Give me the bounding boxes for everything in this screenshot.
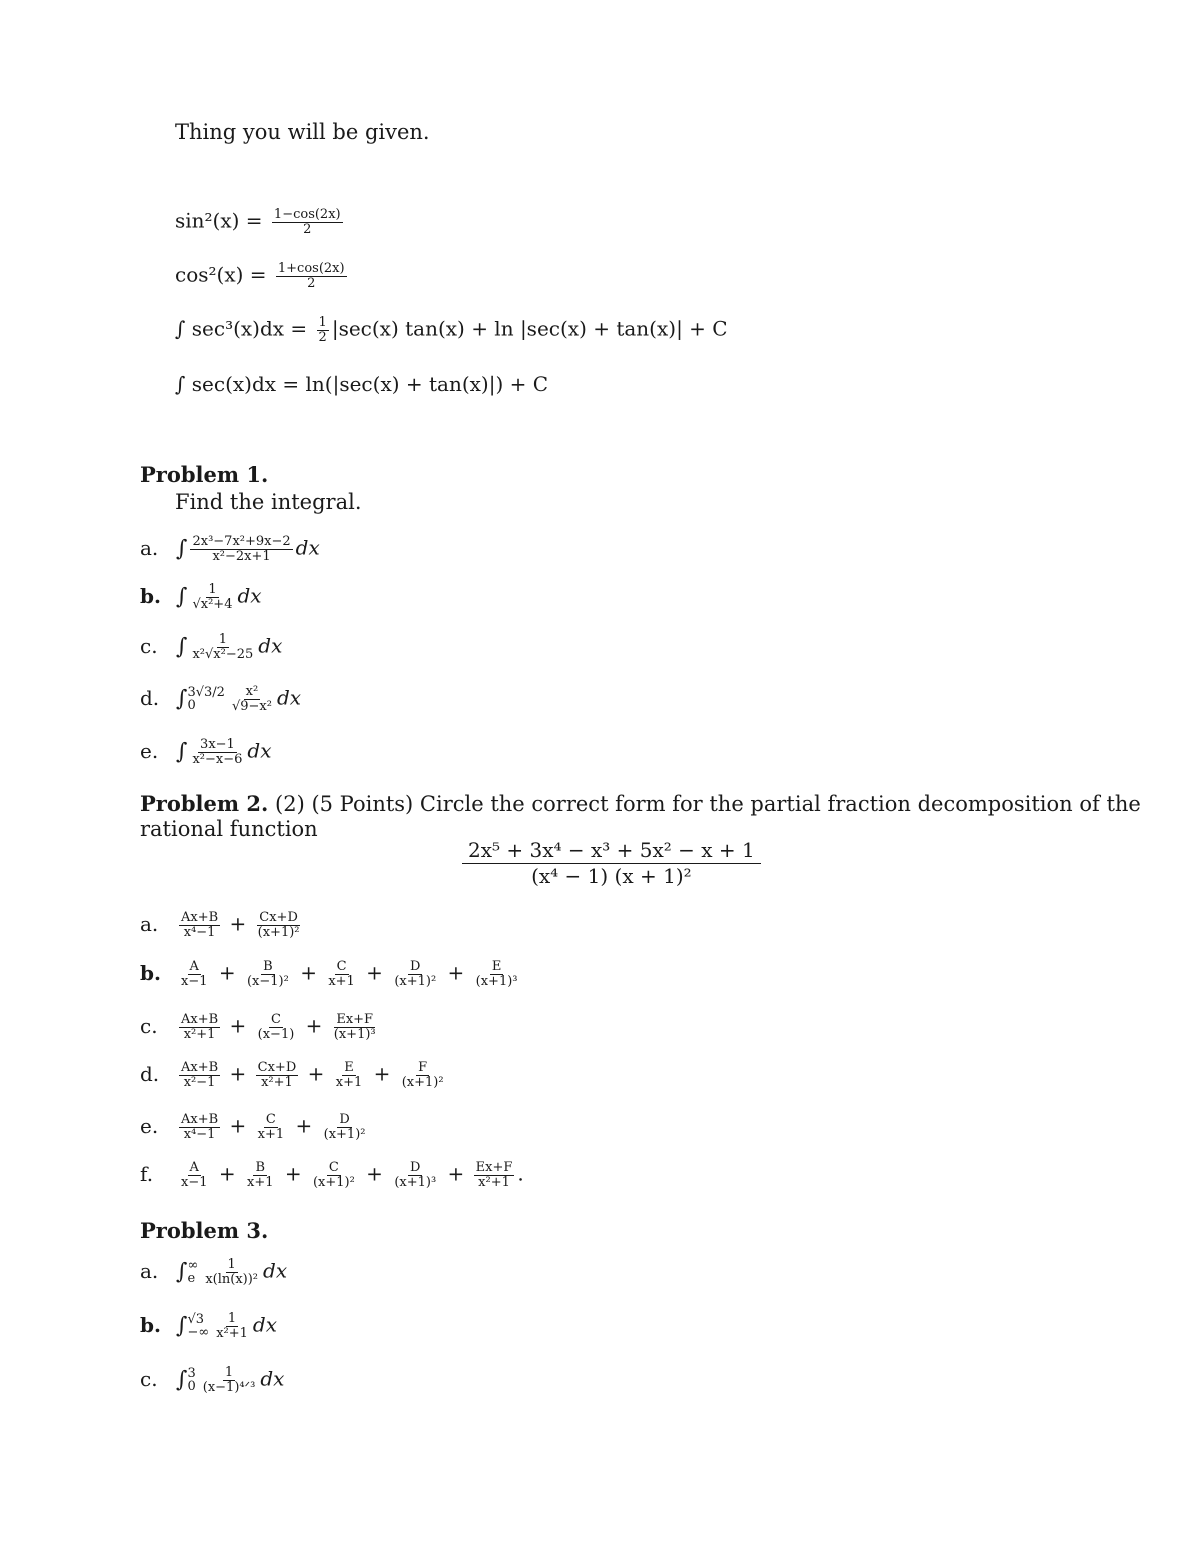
denominator: (x+1)³ xyxy=(333,1026,376,1042)
numerator: A xyxy=(189,959,199,974)
differential: dx xyxy=(260,1366,285,1391)
sec3-lhs: ∫ sec³(x)dx = xyxy=(175,316,308,341)
problem3-title: Problem 3. xyxy=(140,1218,269,1243)
numerator: Cx+D xyxy=(259,910,298,925)
numerator: 3x−1 xyxy=(200,737,235,752)
problem2-option-a[interactable] xyxy=(140,911,305,939)
plus-sign: + xyxy=(367,1061,397,1086)
integral-sign: ∫ xyxy=(176,739,188,765)
denominator: (x+1)² xyxy=(323,1126,366,1142)
denominator: x+1 xyxy=(257,1126,285,1142)
fraction xyxy=(256,911,302,939)
item-label: a. xyxy=(140,1258,159,1283)
problem1-item-c xyxy=(140,633,282,661)
denominator: x+1 xyxy=(246,1174,274,1190)
item-label: b. xyxy=(140,583,161,608)
integral-sign: ∫ xyxy=(176,634,188,660)
fraction xyxy=(311,1161,357,1189)
numerator: D xyxy=(410,959,421,974)
item-label: a. xyxy=(140,535,159,560)
denominator: (x−1) xyxy=(257,1026,295,1042)
integral-sign: ∫ xyxy=(176,584,188,610)
problem1-instruction: Find the integral. xyxy=(175,490,362,514)
rational-function xyxy=(462,838,761,889)
numerator: Cx+D xyxy=(257,1060,297,1075)
numerator: C xyxy=(328,1160,339,1175)
numerator: B xyxy=(263,959,273,974)
numerator: 2x³−7x²+9x−2 xyxy=(192,534,291,549)
plus-sign: + xyxy=(223,1061,253,1086)
item-label: c. xyxy=(140,1366,158,1391)
item-label: d. xyxy=(140,685,160,710)
rational-function-fraction xyxy=(462,838,761,889)
problem1-item-a xyxy=(140,535,320,563)
option-label: b. xyxy=(140,960,161,985)
denominator: 2 xyxy=(303,221,312,237)
denominator: 2 xyxy=(318,329,327,345)
denominator: x²−x−6 xyxy=(192,751,243,767)
denominator: 2 xyxy=(307,275,316,291)
integral-sign: ∫ xyxy=(176,536,188,562)
fraction xyxy=(326,960,357,988)
fraction xyxy=(179,1113,220,1141)
lower-limit: 0 xyxy=(187,698,196,714)
numerator: 1 xyxy=(227,1311,237,1326)
half-fraction xyxy=(317,316,329,344)
denominator: x−1 xyxy=(181,1174,208,1190)
denominator: (x+1)² xyxy=(394,973,437,989)
integral-limits xyxy=(187,1367,195,1393)
denominator: √9−x² xyxy=(231,698,272,714)
plus-sign: + xyxy=(223,1113,253,1138)
fraction xyxy=(245,960,291,988)
numerator: Ax+B xyxy=(181,1112,219,1127)
plus-sign: + xyxy=(359,960,390,985)
denominator: x+1 xyxy=(335,1074,363,1090)
option-label: f. xyxy=(140,1161,154,1186)
differential: dx xyxy=(295,535,320,560)
integral-sign: ∫ xyxy=(176,1367,188,1393)
plus-sign: + xyxy=(212,1161,242,1186)
sec3-rhs: |sec(x) tan(x) + ln |sec(x) + tan(x)| + C xyxy=(331,316,728,341)
numerator: Ax+B xyxy=(181,910,219,925)
denominator: x(ln(x))² xyxy=(205,1271,259,1287)
integral-limits xyxy=(187,686,224,712)
numerator: E xyxy=(491,959,502,974)
denominator: (x+1)³ xyxy=(475,973,518,989)
item-label: c. xyxy=(140,633,158,658)
integral-sign: ∫ xyxy=(176,1313,188,1339)
problem2-option-c[interactable] xyxy=(140,1013,381,1041)
denominator: x−1 xyxy=(181,973,208,989)
denominator: (x+1)² xyxy=(401,1074,444,1090)
problem2-line2: rational function xyxy=(140,817,318,841)
problem3-item-c xyxy=(140,1366,284,1394)
problem2-line1 xyxy=(140,791,1141,816)
fraction xyxy=(203,1258,260,1286)
differential: dx xyxy=(252,1312,278,1337)
problem1-item-d xyxy=(140,685,301,713)
problem2-option-f[interactable] xyxy=(140,1161,524,1189)
upper-limit: ∞ xyxy=(187,1258,199,1274)
numerator: C xyxy=(271,1012,281,1027)
numerator: C xyxy=(265,1112,276,1127)
fraction xyxy=(256,1013,297,1041)
numerator: Ex+F xyxy=(336,1012,374,1027)
numerator: D xyxy=(410,1160,421,1175)
plus-sign: + xyxy=(359,1161,390,1186)
denominator: x²−2x+1 xyxy=(212,548,271,564)
fraction xyxy=(392,1161,438,1189)
fraction xyxy=(214,1312,250,1340)
upper-limit: √3 xyxy=(187,1312,205,1328)
plus-sign: + xyxy=(293,960,324,985)
numerator: A xyxy=(189,1160,199,1175)
cos-sq-fraction xyxy=(276,262,347,290)
sin-squared-identity xyxy=(175,208,346,236)
fraction xyxy=(179,1013,220,1041)
integral-sign: ∫ xyxy=(176,686,188,712)
differential: dx xyxy=(258,633,283,658)
denominator: (x−1)² xyxy=(246,973,289,989)
cos-squared-identity xyxy=(175,262,350,290)
fraction xyxy=(256,1113,287,1141)
fraction xyxy=(190,583,234,611)
differential: dx xyxy=(237,583,262,608)
numerator: 2x⁵ + 3x⁴ − x³ + 5x² − x + 1 xyxy=(462,838,761,864)
problem1-item-e xyxy=(140,738,272,766)
problem2-option-b[interactable] xyxy=(140,960,523,988)
fraction xyxy=(256,1061,299,1089)
fraction xyxy=(322,1113,368,1141)
denominator: x²√x²−25 xyxy=(192,646,254,662)
denominator: x⁴−1 xyxy=(183,1126,216,1142)
differential: dx xyxy=(263,1258,288,1283)
numerator: 1 xyxy=(218,632,228,647)
denominator: (x⁴ − 1) (x + 1)² xyxy=(531,864,692,888)
fraction xyxy=(179,960,210,988)
fraction xyxy=(179,911,220,939)
problem2-option-e[interactable] xyxy=(140,1113,371,1141)
fraction xyxy=(201,1366,258,1394)
integral-limits xyxy=(187,1313,209,1339)
numerator: 1 xyxy=(208,582,217,597)
sec-cubed-integral xyxy=(175,316,728,344)
option-label: a. xyxy=(140,911,159,936)
numerator: Ax+B xyxy=(181,1012,219,1027)
numerator: 1−cos(2x) xyxy=(273,207,341,222)
plus-sign: + xyxy=(441,1161,471,1186)
integral-sign: ∫ xyxy=(176,1259,188,1285)
fraction xyxy=(179,1161,210,1189)
problem2-text: (2) (5 Points) Circle the correct form for the partial fraction decomposition of the xyxy=(275,792,1141,816)
numerator: 1+cos(2x) xyxy=(277,261,345,276)
option-label: d. xyxy=(140,1061,160,1086)
fraction xyxy=(474,1161,515,1189)
problem2-title: Problem 2. xyxy=(140,791,269,816)
lower-limit: −∞ xyxy=(187,1325,210,1341)
plus-sign: + xyxy=(441,960,471,985)
denominator: √x²+4 xyxy=(192,596,233,612)
denominator: x²+1 xyxy=(478,1174,510,1190)
differential: dx xyxy=(276,685,302,710)
problem1-title: Problem 1. xyxy=(140,462,269,487)
numerator: 1 xyxy=(318,315,327,330)
denominator: (x−1)⁴ᐟ³ xyxy=(202,1379,256,1395)
problem3-item-b xyxy=(140,1312,277,1340)
option-label: e. xyxy=(140,1113,159,1138)
fraction xyxy=(230,685,274,713)
plus-sign: + xyxy=(212,960,242,985)
lower-limit: e xyxy=(187,1271,196,1287)
denominator: x²+1 xyxy=(183,1026,216,1042)
sec-integral: ∫ sec(x)dx = ln(|sec(x) + tan(x)|) + C xyxy=(175,372,549,396)
fraction xyxy=(190,535,292,563)
denominator: x⁴−1 xyxy=(183,924,216,940)
numerator: Ax+B xyxy=(181,1060,219,1075)
item-label: b. xyxy=(140,1312,161,1337)
fraction xyxy=(332,1013,378,1041)
plus-sign: + xyxy=(223,1013,253,1038)
denominator: (x+1)² xyxy=(312,1174,355,1190)
period: . xyxy=(517,1161,524,1186)
numerator: Ex+F xyxy=(475,1160,513,1175)
sin-sq-fraction xyxy=(272,208,343,236)
upper-limit: 3 xyxy=(187,1366,196,1382)
option-label: c. xyxy=(140,1013,158,1038)
fraction xyxy=(179,1061,220,1089)
fraction xyxy=(400,1061,446,1089)
plus-sign: + xyxy=(278,1161,308,1186)
denominator: x²−1 xyxy=(183,1074,216,1090)
numerator: D xyxy=(339,1112,350,1127)
fraction xyxy=(474,960,520,988)
denominator: x²+1 xyxy=(261,1074,293,1090)
fraction xyxy=(190,633,255,661)
plus-sign: + xyxy=(301,1061,331,1086)
numerator: x² xyxy=(245,684,259,699)
problem2-option-d[interactable] xyxy=(140,1061,449,1089)
upper-limit: 3√3/2 xyxy=(187,685,225,701)
numerator: 1 xyxy=(227,1257,236,1272)
denominator: x²+1 xyxy=(216,1325,248,1341)
numerator: F xyxy=(418,1060,428,1075)
fraction xyxy=(334,1061,365,1089)
plus-sign: + xyxy=(289,1113,319,1138)
denominator: (x+1)³ xyxy=(394,1174,437,1190)
denominator: x+1 xyxy=(328,973,355,989)
lower-limit: 0 xyxy=(187,1379,196,1395)
plus-sign: + xyxy=(299,1013,329,1038)
given-heading: Thing you will be given. xyxy=(175,120,430,144)
numerator: C xyxy=(336,959,347,974)
plus-sign: + xyxy=(223,911,253,936)
sin-sq-lhs: sin²(x) = xyxy=(175,208,263,233)
fraction xyxy=(245,1161,276,1189)
item-label: e. xyxy=(140,738,159,763)
numerator: B xyxy=(255,1160,266,1175)
numerator: 1 xyxy=(224,1365,234,1380)
fraction xyxy=(392,960,438,988)
problem3-item-a xyxy=(140,1258,287,1286)
numerator: E xyxy=(344,1060,354,1075)
denominator: (x+1)² xyxy=(257,924,300,940)
differential: dx xyxy=(247,738,272,763)
problem1-item-b xyxy=(140,583,262,611)
cos-sq-lhs: cos²(x) = xyxy=(175,262,267,287)
integral-limits xyxy=(187,1259,198,1285)
fraction xyxy=(190,738,244,766)
